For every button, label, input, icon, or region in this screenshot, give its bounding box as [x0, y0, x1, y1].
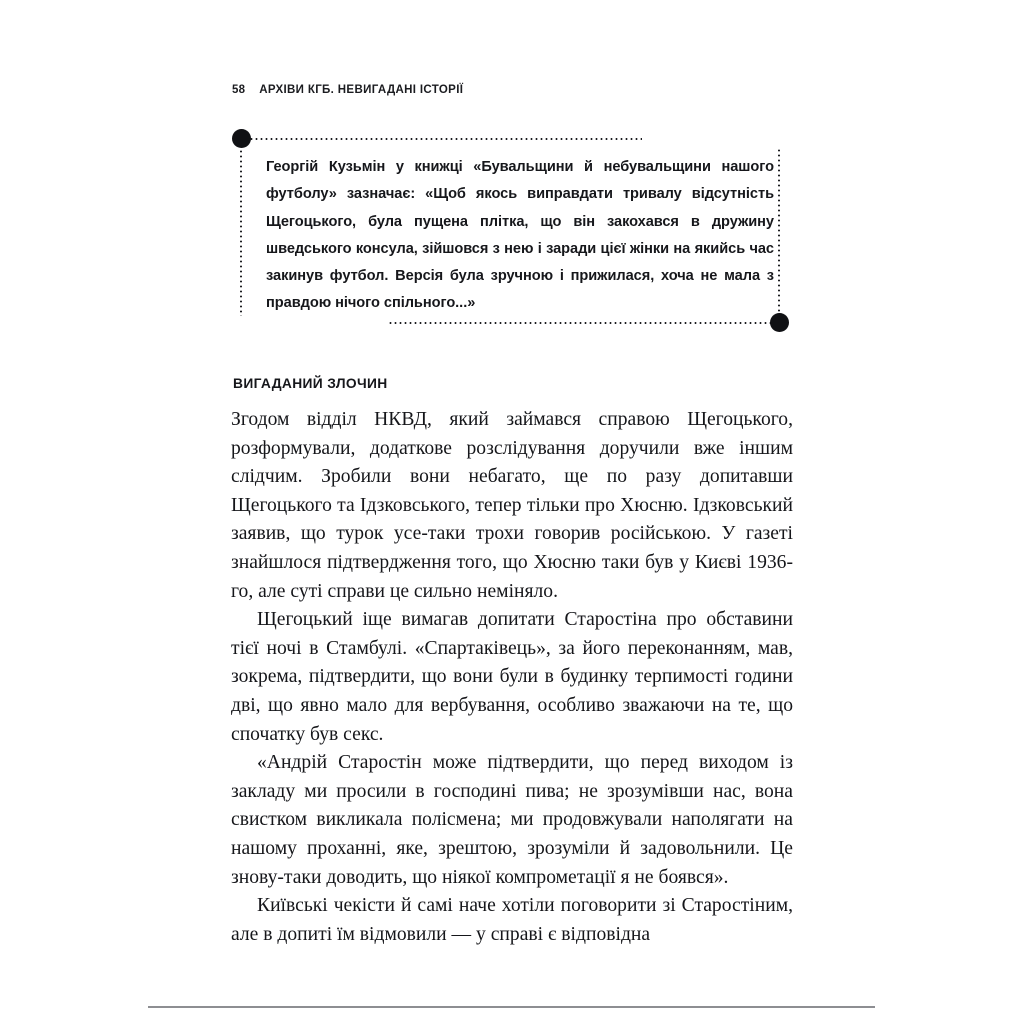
running-head-title: АРХІВИ КГБ. НЕВИГАДАНІ ІСТОРІЇ: [259, 84, 464, 96]
paragraph: Згодом відділ НКВД, який займався справою Щегоцького, розформували, додаткове розслідування доручили вже іншим слідчим. Зробили вони небагато, ще по разу допитавши Щегоцького та Ідзковського, тепер тільки про Хюсню. Ідзковський заявив, що турок усе-таки трохи говорив російською. У газеті знайшлося підтвердження того, що Хюсню таки був у Києві 1936-го, але суті справи це сильно неміняло.: [231, 409, 793, 602]
running-head: [232, 84, 463, 96]
paragraph: «Андрій Старостін може підтвердити, що перед виходом із закладу ми просили в господині пива; не зрозумівши нас, вона свистком викликала полісмена; ми продовжували наполягати на нашому проханні, яке, зрештою, зрозуміли й задовольнили. Це знову-таки доводить, що ніякої компрометації я не боявся».: [231, 752, 793, 888]
callout-bottom-dotted-rule: [388, 322, 782, 324]
paragraph: Київські чекісти й самі наче хотіли поговорити зі Старостіним, але в допиті їм відмовили — у справі є відповідна: [231, 895, 793, 945]
callout-left-dotted-rule: [240, 144, 242, 316]
body-text: [231, 406, 793, 949]
page-number: 58: [232, 84, 246, 96]
pull-quote-callout: [236, 134, 792, 330]
page-bottom-rule: [148, 1006, 875, 1008]
callout-right-dotted-rule: [778, 148, 780, 322]
paragraph: Щегоцький іще вимагав допитати Старостіна про обставини тієї ночі в Стамбулі. «Спартаківець», за його переконанням, мав, зокрема, підтвердити, що вони були в будинку терпимості години дві, що явно мало для вербування, особливо зважаючи на те, що спочатку був секс.: [231, 609, 793, 745]
section-heading: ВИГАДАНИЙ ЗЛОЧИН: [233, 376, 388, 392]
callout-text: Георгій Кузьмін у книжці «Бувальщини й небувальщини нашого футболу» зазначає: «Щоб якось виправдати тривалу відсутність Щегоцького, була пущена плітка, що він закохався в дружину шведського консула, зійшовся з нею і заради цієї жінки на якийсь час закинув футбол. Версія була зручною і прижилася, хоча не мала з правдою нічого спільного...»: [266, 159, 774, 312]
callout-top-dotted-rule: [244, 138, 642, 140]
callout-corner-dot-top-left: [232, 129, 251, 148]
